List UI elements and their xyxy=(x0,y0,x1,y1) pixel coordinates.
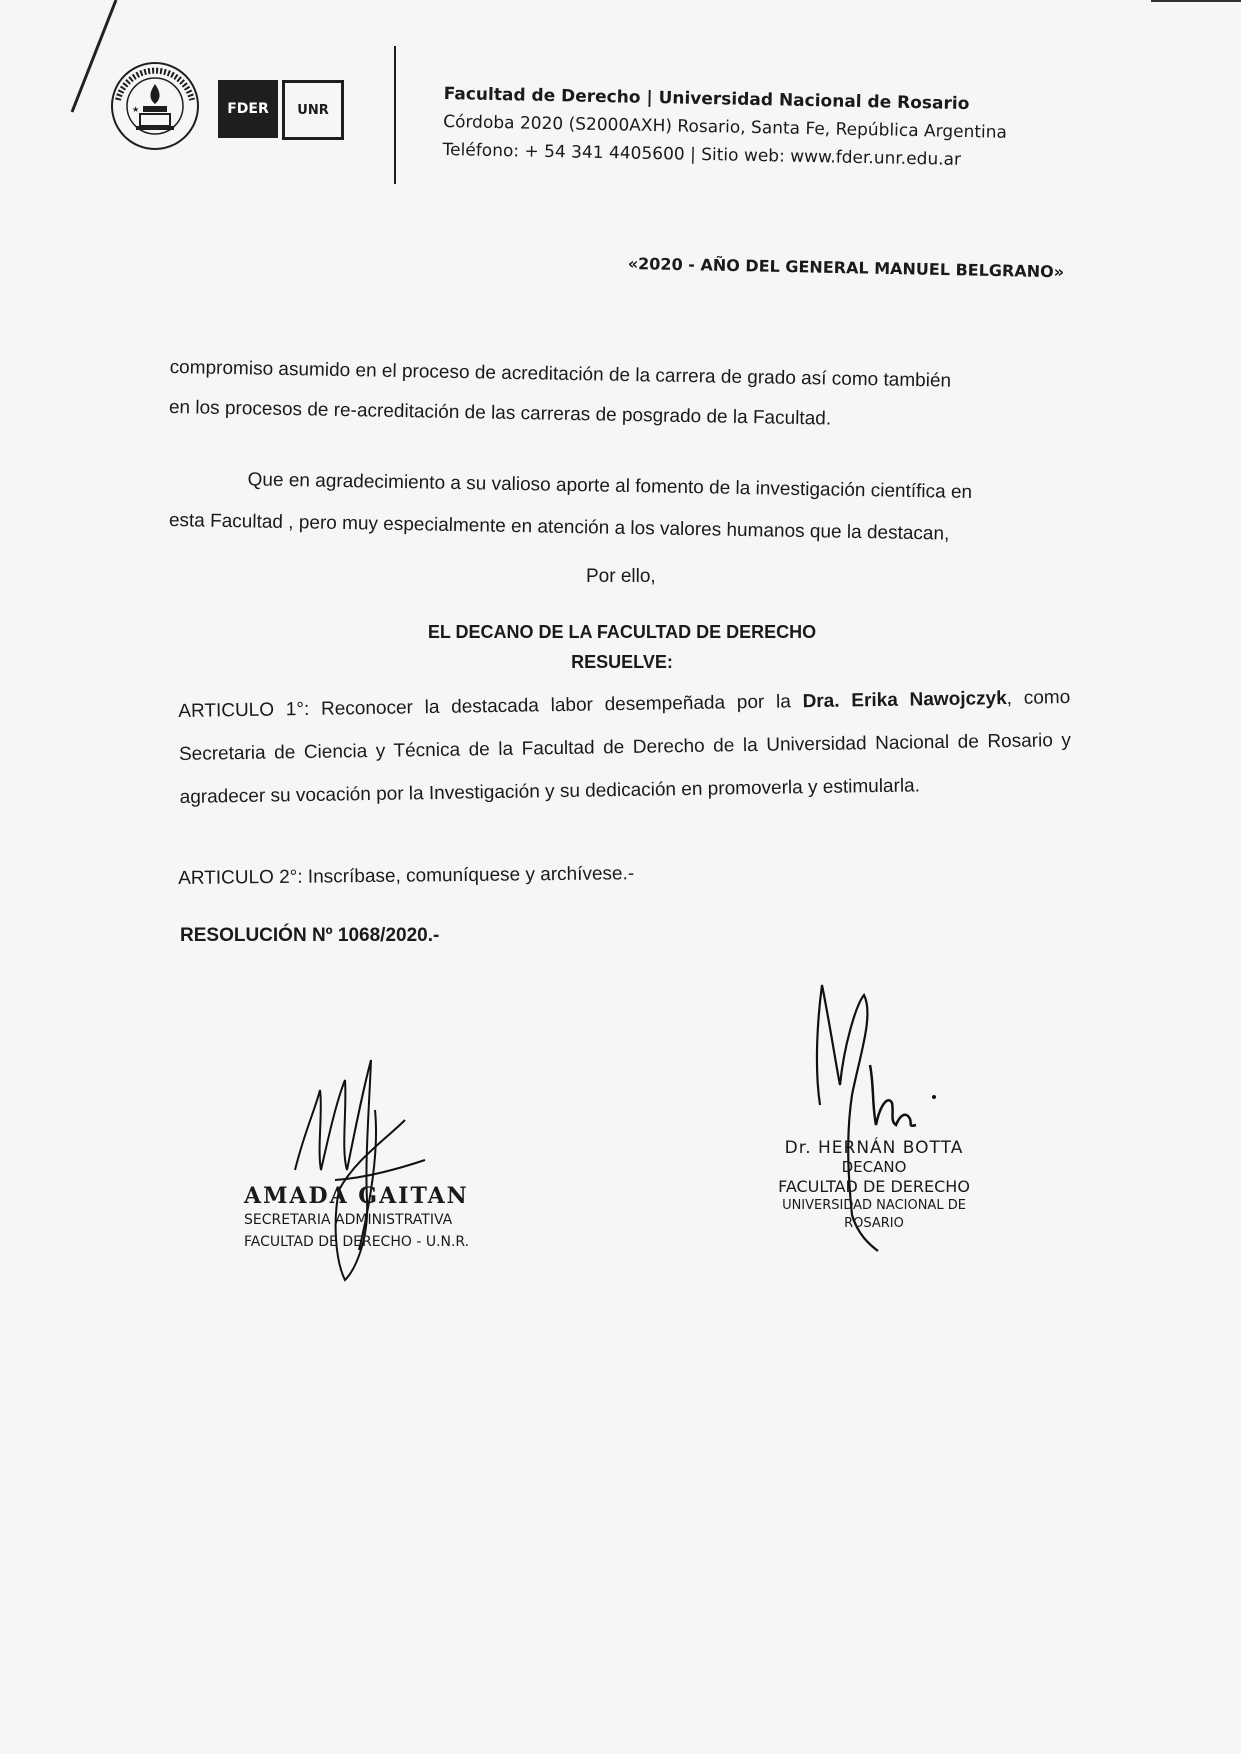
honoree-name: Dra. Erika Nawojczyk xyxy=(802,687,1007,713)
article-1-suffix: , como Secretaria de Ciencia y Técnica de la Facultad de Derecho de la Universidad Nacional de Rosario y agradecer su vocación por la Investigación y su dedicación en promoverla y estimularla. xyxy=(178,686,1072,808)
por-ello: Por ello, xyxy=(586,566,656,587)
resolution-heading xyxy=(422,617,822,677)
signatory-right-faculty: FACULTAD DE DERECHO xyxy=(778,1177,970,1196)
year-motto: «2020 - AÑO DEL GENERAL MANUEL BELGRANO» xyxy=(627,254,1065,282)
resolution-number: RESOLUCIÓN Nº 1068/2020.- xyxy=(180,925,440,946)
university-seal-logo xyxy=(110,60,200,152)
signatory-left-name: AMADA GAITAN xyxy=(244,1183,469,1209)
letterhead-address: Córdoba 2020 (S2000AXH) Rosario, Santa Fe, República Argentina xyxy=(443,111,1008,143)
letterhead-contact: Teléfono: + 54 341 4405600 | Sitio web: www.fder.unr.edu.ar xyxy=(442,139,962,170)
article-1-prefix: ARTICULO 1°: Reconocer la destacada labor desempeñada por la xyxy=(178,691,803,722)
paragraph-line: en los procesos de re-acreditación de las carreras de posgrado de la Facultad. xyxy=(168,396,832,430)
unr-logo xyxy=(282,80,344,140)
article-2: ARTICULO 2°: Inscríbase, comuníquese y archívese.- xyxy=(178,863,635,889)
svg-text:★: ★ xyxy=(132,105,140,114)
fder-logo-text: FDER xyxy=(227,101,269,117)
letterhead-institution: Facultad de Derecho | Universidad Nacional de Rosario xyxy=(443,83,970,115)
signatory-right-role: DECANO xyxy=(841,1158,907,1176)
paragraph-line: compromiso asumido en el proceso de acreditación de la carrera de grado así como también xyxy=(169,356,952,392)
unr-logo-text: UNR xyxy=(297,102,329,118)
dean-heading: EL DECANO DE LA FACULTAD DE DERECHO xyxy=(427,622,817,642)
header-divider xyxy=(394,46,396,184)
paragraph-commitment xyxy=(169,348,1070,444)
fder-logo xyxy=(218,80,278,138)
paragraph-line: esta Facultad , pero muy especialmente en atención a los valores humanos que la destacan, xyxy=(168,509,950,545)
signatory-right-university: UNIVERSIDAD NACIONAL DE ROSARIO xyxy=(782,1198,966,1231)
signature-stamp-right xyxy=(752,1138,996,1233)
signature-left-handwritten xyxy=(275,1050,465,1290)
paragraph-line: Que en agradecimiento a su valioso aporte al fomento de la investigación científica en xyxy=(247,469,973,504)
signatory-left-role: SECRETARIA ADMINISTRATIVA xyxy=(244,1212,453,1228)
signature-stamp-left xyxy=(244,1183,469,1253)
paragraph-gratitude xyxy=(169,458,1070,558)
letterhead xyxy=(442,80,1083,176)
scan-top-rule xyxy=(1151,0,1241,2)
article-1 xyxy=(178,676,1072,819)
signatory-right-name: Dr. HERNÁN BOTTA xyxy=(784,1138,964,1158)
signatory-left-org: FACULTAD DE DERECHO - U.N.R. xyxy=(244,1234,470,1250)
resuelve-heading: RESUELVE: xyxy=(571,652,673,672)
